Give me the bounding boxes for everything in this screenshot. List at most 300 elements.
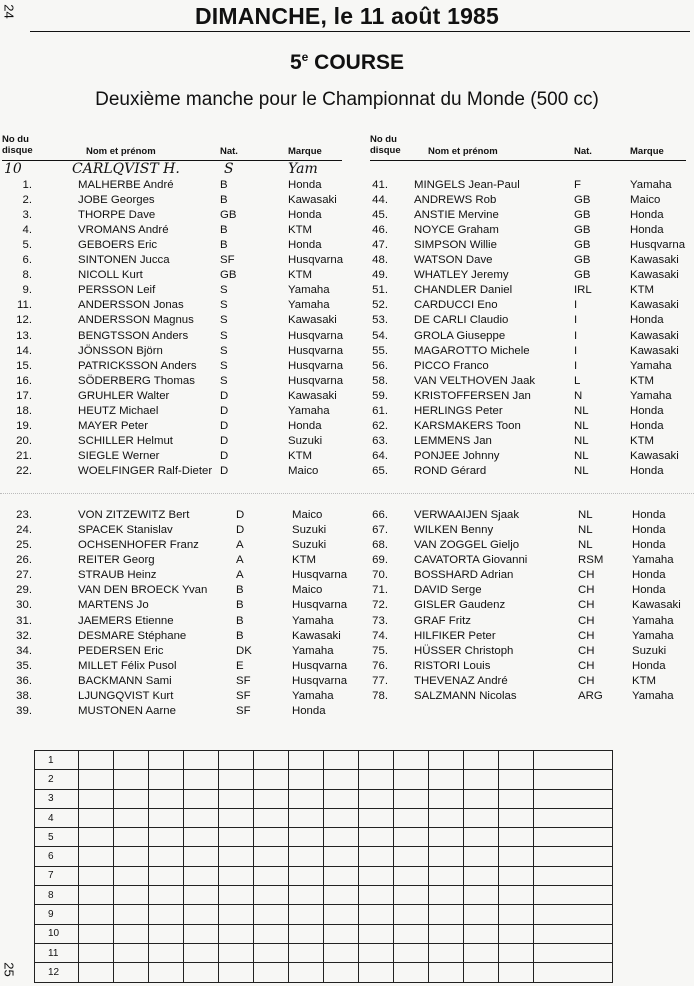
- grid-cell[interactable]: [324, 943, 359, 962]
- grid-cell[interactable]: [359, 808, 394, 827]
- entry-name: HILFIKER Peter: [414, 629, 496, 642]
- grid-cell[interactable]: [464, 751, 499, 770]
- grid-cell[interactable]: [499, 886, 534, 905]
- grid-cell[interactable]: [254, 789, 289, 808]
- entry-brand: Yamaha: [288, 299, 330, 312]
- entry-nat: I: [574, 344, 578, 357]
- entry-name: VAN VELTHOVEN Jaak: [414, 374, 536, 387]
- entry-nat: D: [236, 508, 245, 521]
- entry-nat: S: [220, 284, 228, 297]
- entry-name: ANDERSSON Magnus: [78, 314, 194, 327]
- grid-cell[interactable]: [394, 828, 429, 847]
- grid-cell[interactable]: [79, 963, 114, 982]
- entry-name: WOELFINGER Ralf-Dieter: [78, 465, 213, 478]
- entry-brand: Kawasaki: [292, 629, 341, 642]
- entry-name: SIMPSON Willie: [414, 238, 497, 251]
- entry-brand: KTM: [630, 284, 655, 297]
- grid-cell[interactable]: [184, 963, 219, 982]
- grid-cell[interactable]: [184, 828, 219, 847]
- entry-name: PEDERSEN Eric: [78, 644, 164, 657]
- grid-cell[interactable]: [429, 963, 464, 982]
- grid-cell[interactable]: [359, 963, 394, 982]
- grid-cell[interactable]: [534, 943, 613, 962]
- entry-nat: D: [220, 405, 229, 417]
- entry-num: 47.: [372, 238, 388, 251]
- grid-cell[interactable]: [114, 828, 149, 847]
- entry-name: HERLINGS Peter: [414, 405, 503, 417]
- grid-cell[interactable]: [499, 789, 534, 808]
- grid-cell[interactable]: [114, 751, 149, 770]
- entry-nat: S: [220, 314, 228, 327]
- entry-name: KARSMAKERS Toon: [414, 420, 521, 433]
- grid-row-number: 1: [35, 751, 79, 770]
- entry-num: 56.: [372, 359, 388, 372]
- grid-cell[interactable]: [324, 963, 359, 982]
- entry-name: HEUTZ Michael: [78, 405, 159, 417]
- grid-cell[interactable]: [149, 789, 184, 808]
- grid-cell[interactable]: [324, 751, 359, 770]
- grid-cell[interactable]: [359, 847, 394, 866]
- grid-cell[interactable]: [219, 828, 254, 847]
- entry-num: 34.: [16, 644, 32, 657]
- grid-cell[interactable]: [394, 808, 429, 827]
- grid-cell[interactable]: [254, 924, 289, 943]
- entry-nat: S: [220, 374, 228, 387]
- entry-name: RISTORI Louis: [414, 660, 491, 672]
- grid-cell[interactable]: [149, 924, 184, 943]
- grid-cell[interactable]: [429, 808, 464, 827]
- entry-nat: B: [220, 193, 228, 206]
- grid-cell[interactable]: [184, 808, 219, 827]
- entry-num: 70.: [372, 569, 388, 582]
- grid-cell[interactable]: [289, 866, 324, 885]
- grid-cell[interactable]: [394, 770, 429, 789]
- grid-cell[interactable]: [324, 886, 359, 905]
- grid-cell[interactable]: [79, 789, 114, 808]
- entry-name: DE CARLI Claudio: [414, 314, 509, 327]
- grid-cell[interactable]: [79, 866, 114, 885]
- grid-cell[interactable]: [394, 847, 429, 866]
- grid-cell[interactable]: [219, 943, 254, 962]
- entry-num: 49.: [372, 269, 388, 282]
- grid-cell[interactable]: [254, 866, 289, 885]
- grid-cell[interactable]: [254, 751, 289, 770]
- entry-nat: IRL: [574, 284, 592, 297]
- grid-row-number: 11: [35, 943, 79, 962]
- entry-name: REITER Georg: [78, 553, 155, 566]
- entry-num: 15.: [16, 359, 32, 372]
- col-nat-header-left: Nat.: [220, 146, 238, 157]
- grid-cell[interactable]: [114, 770, 149, 789]
- entry-name: CHANDLER Daniel: [414, 284, 513, 297]
- entry-name: VAN DEN BROECK Yvan: [78, 584, 208, 597]
- grid-cell[interactable]: [464, 963, 499, 982]
- grid-cell[interactable]: [464, 905, 499, 924]
- header-rule: [30, 31, 690, 32]
- grid-cell[interactable]: [534, 751, 613, 770]
- grid-cell[interactable]: [79, 808, 114, 827]
- entry-nat: CH: [578, 660, 595, 672]
- entry-name: PONJEE Johnny: [414, 450, 500, 463]
- entry-nat: GB: [574, 254, 591, 266]
- grid-cell[interactable]: [184, 751, 219, 770]
- grid-cell[interactable]: [289, 808, 324, 827]
- entry-num: 9.: [22, 284, 32, 297]
- grid-row: [35, 808, 613, 827]
- grid-cell[interactable]: [464, 789, 499, 808]
- grid-cell[interactable]: [184, 943, 219, 962]
- entry-name: VERWAAIJEN Sjaak: [414, 508, 520, 521]
- grid-cell[interactable]: [499, 751, 534, 770]
- entry-num: 78.: [372, 690, 388, 703]
- grid-cell[interactable]: [184, 905, 219, 924]
- entry-nat: NL: [574, 420, 589, 433]
- grid-cell[interactable]: [149, 905, 184, 924]
- grid-cell[interactable]: [79, 924, 114, 943]
- grid-cell[interactable]: [464, 847, 499, 866]
- grid-row: [35, 924, 613, 943]
- grid-cell[interactable]: [499, 866, 534, 885]
- grid-cell[interactable]: [499, 828, 534, 847]
- entry-row: [0, 268, 694, 283]
- grid-cell[interactable]: [289, 847, 324, 866]
- grid-cell[interactable]: [429, 924, 464, 943]
- grid-cell[interactable]: [429, 866, 464, 885]
- grid-cell[interactable]: [394, 905, 429, 924]
- grid-cell[interactable]: [254, 943, 289, 962]
- grid-cell[interactable]: [184, 886, 219, 905]
- entry-brand: Kawasaki: [288, 193, 337, 206]
- entry-brand: Yamaha: [630, 178, 672, 191]
- grid-cell[interactable]: [149, 963, 184, 982]
- course-title: [0, 50, 694, 75]
- entry-brand: Yamaha: [630, 389, 672, 402]
- entry-row: [0, 689, 694, 704]
- grid-cell[interactable]: [149, 943, 184, 962]
- grid-cell[interactable]: [324, 770, 359, 789]
- grid-cell[interactable]: [464, 866, 499, 885]
- entry-name: LEMMENS Jan: [414, 435, 492, 448]
- grid-cell[interactable]: [184, 847, 219, 866]
- grid-cell[interactable]: [184, 866, 219, 885]
- grid-cell[interactable]: [184, 789, 219, 808]
- entry-num: 6.: [22, 254, 32, 266]
- grid-cell[interactable]: [289, 770, 324, 789]
- hw-num: 10: [4, 161, 22, 177]
- grid-cell[interactable]: [114, 924, 149, 943]
- grid-cell[interactable]: [114, 905, 149, 924]
- grid-cell[interactable]: [429, 828, 464, 847]
- entry-num: 8.: [22, 269, 32, 282]
- grid-cell[interactable]: [429, 789, 464, 808]
- grid-cell[interactable]: [394, 924, 429, 943]
- entry-brand: Kawasaki: [630, 450, 679, 463]
- grid-cell[interactable]: [499, 924, 534, 943]
- entry-num: 18.: [16, 405, 32, 417]
- entry-nat: B: [220, 238, 228, 251]
- grid-cell[interactable]: [429, 886, 464, 905]
- grid-cell[interactable]: [499, 847, 534, 866]
- entry-num: 75.: [372, 644, 388, 657]
- entry-row: [0, 389, 694, 404]
- grid-cell[interactable]: [464, 770, 499, 789]
- grid-cell[interactable]: [324, 789, 359, 808]
- entry-brand: Suzuki: [288, 435, 323, 448]
- grid-cell[interactable]: [254, 963, 289, 982]
- entry-nat: D: [220, 389, 229, 402]
- grid-cell[interactable]: [394, 789, 429, 808]
- grid-cell[interactable]: [394, 886, 429, 905]
- entry-nat: GB: [574, 269, 591, 282]
- grid-cell[interactable]: [499, 808, 534, 827]
- grid-cell[interactable]: [79, 770, 114, 789]
- grid-row-number: 3: [35, 789, 79, 808]
- grid-cell[interactable]: [359, 905, 394, 924]
- entry-brand: Suzuki: [292, 523, 327, 536]
- grid-cell[interactable]: [534, 789, 613, 808]
- grid-cell[interactable]: [219, 866, 254, 885]
- entry-nat: SF: [220, 254, 235, 266]
- grid-cell[interactable]: [464, 943, 499, 962]
- grid-cell[interactable]: [289, 789, 324, 808]
- entry-row: [0, 464, 694, 479]
- grid-cell[interactable]: [114, 963, 149, 982]
- grid-cell[interactable]: [394, 751, 429, 770]
- grid-cell[interactable]: [534, 924, 613, 943]
- grid-cell[interactable]: [429, 905, 464, 924]
- grid-cell[interactable]: [149, 886, 184, 905]
- grid-cell[interactable]: [79, 943, 114, 962]
- grid-cell[interactable]: [149, 770, 184, 789]
- grid-cell[interactable]: [464, 828, 499, 847]
- entry-nat: CH: [578, 675, 595, 688]
- grid-cell[interactable]: [394, 943, 429, 962]
- grid-cell[interactable]: [534, 770, 613, 789]
- grid-cell[interactable]: [534, 866, 613, 885]
- grid-cell[interactable]: [324, 866, 359, 885]
- entry-num: 16.: [16, 374, 32, 387]
- entry-num: 41.: [372, 178, 388, 191]
- grid-cell[interactable]: [359, 789, 394, 808]
- grid-cell[interactable]: [254, 905, 289, 924]
- grid-cell[interactable]: [219, 770, 254, 789]
- grid-cell[interactable]: [359, 828, 394, 847]
- entry-num: 62.: [372, 420, 388, 433]
- entry-name: PERSSON Leif: [78, 284, 156, 297]
- grid-cell[interactable]: [184, 770, 219, 789]
- grid-cell[interactable]: [394, 963, 429, 982]
- entry-brand: Yamaha: [632, 553, 674, 566]
- entry-nat: CH: [578, 644, 595, 657]
- grid-cell[interactable]: [79, 828, 114, 847]
- grid-cell[interactable]: [464, 808, 499, 827]
- grid-cell[interactable]: [289, 886, 324, 905]
- grid-cell[interactable]: [359, 886, 394, 905]
- grid-cell[interactable]: [324, 905, 359, 924]
- grid-cell[interactable]: [219, 963, 254, 982]
- entry-row: [0, 704, 694, 719]
- entry-brand: Maico: [292, 584, 323, 597]
- entry-num: 3.: [22, 208, 32, 221]
- col-num-header-left: [2, 134, 33, 156]
- entry-num: 76.: [372, 660, 388, 672]
- grid-cell[interactable]: [534, 808, 613, 827]
- grid-cell[interactable]: [219, 924, 254, 943]
- entry-num: 53.: [372, 314, 388, 327]
- grid-cell[interactable]: [324, 924, 359, 943]
- entry-row: [0, 404, 694, 419]
- grid-cell[interactable]: [429, 751, 464, 770]
- entry-nat: NL: [574, 465, 589, 478]
- entry-nat: B: [236, 599, 244, 612]
- entry-name: NOYCE Graham: [414, 223, 499, 236]
- grid-cell[interactable]: [499, 943, 534, 962]
- grid-cell[interactable]: [429, 770, 464, 789]
- entry-brand: Husqvarna: [288, 374, 344, 387]
- grid-cell[interactable]: [464, 924, 499, 943]
- entry-nat: E: [236, 660, 244, 672]
- grid-cell[interactable]: [79, 847, 114, 866]
- entry-name: THORPE Dave: [78, 208, 156, 221]
- grid-cell[interactable]: [359, 924, 394, 943]
- grid-cell[interactable]: [254, 808, 289, 827]
- grid-cell[interactable]: [534, 847, 613, 866]
- entry-nat: GB: [574, 238, 591, 251]
- entry-row: [0, 508, 694, 523]
- grid-cell[interactable]: [149, 847, 184, 866]
- entry-brand: Honda: [632, 508, 666, 521]
- grid-cell[interactable]: [464, 886, 499, 905]
- grid-cell[interactable]: [219, 808, 254, 827]
- grid-cell[interactable]: [289, 751, 324, 770]
- grid-cell[interactable]: [499, 963, 534, 982]
- entry-num: 27.: [16, 569, 32, 582]
- grid-cell[interactable]: [79, 905, 114, 924]
- entry-row: [0, 434, 694, 449]
- page-number-bottom: 25: [1, 962, 17, 977]
- grid-cell[interactable]: [114, 847, 149, 866]
- grid-cell[interactable]: [254, 847, 289, 866]
- grid-cell[interactable]: [289, 963, 324, 982]
- entry-nat: CH: [578, 569, 595, 582]
- grid-cell[interactable]: [219, 886, 254, 905]
- grid-row: [35, 770, 613, 789]
- grid-cell[interactable]: [114, 789, 149, 808]
- entry-brand: Husqvarna: [292, 675, 348, 688]
- entry-name: SINTONEN Jucca: [78, 254, 170, 266]
- grid-cell[interactable]: [394, 866, 429, 885]
- entry-row: [0, 659, 694, 674]
- grid-cell[interactable]: [114, 808, 149, 827]
- grid-cell[interactable]: [289, 905, 324, 924]
- grid-cell[interactable]: [79, 886, 114, 905]
- grid-cell[interactable]: [534, 828, 613, 847]
- header-rule-right: [370, 160, 686, 161]
- col-num-line2: disque: [370, 145, 401, 156]
- grid-cell[interactable]: [289, 828, 324, 847]
- grid-row: [35, 886, 613, 905]
- grid-cell[interactable]: [149, 828, 184, 847]
- entry-brand: Husqvarna: [292, 599, 348, 612]
- entry-brand: Yamaha: [292, 644, 334, 657]
- entry-brand: Yamaha: [632, 629, 674, 642]
- entry-name: PATRICKSSON Anders: [78, 359, 197, 372]
- grid-cell[interactable]: [359, 943, 394, 962]
- entry-name: MUSTONEN Aarne: [78, 705, 176, 718]
- entry-name: KRISTOFFERSEN Jan: [414, 389, 531, 402]
- entry-num: 44.: [372, 193, 388, 206]
- entry-brand: Honda: [288, 420, 322, 433]
- entry-name: DESMARE Stéphane: [78, 629, 187, 642]
- grid-cell[interactable]: [254, 886, 289, 905]
- grid-cell[interactable]: [324, 828, 359, 847]
- entry-num: 32.: [16, 629, 32, 642]
- grid-cell[interactable]: [534, 905, 613, 924]
- entry-row: [0, 674, 694, 689]
- grid-cell[interactable]: [114, 866, 149, 885]
- entry-nat: D: [220, 465, 229, 478]
- grid-cell[interactable]: [359, 751, 394, 770]
- grid-cell[interactable]: [114, 943, 149, 962]
- grid-cell[interactable]: [219, 789, 254, 808]
- entry-brand: Suzuki: [632, 644, 667, 657]
- entry-row: [0, 344, 694, 359]
- entry-row: [0, 313, 694, 328]
- grid-cell[interactable]: [219, 905, 254, 924]
- grid-cell[interactable]: [149, 808, 184, 827]
- grid-cell[interactable]: [359, 770, 394, 789]
- grid-cell[interactable]: [184, 924, 219, 943]
- grid-cell[interactable]: [359, 866, 394, 885]
- grid-cell[interactable]: [149, 866, 184, 885]
- entry-row: [0, 644, 694, 659]
- entry-nat: SF: [236, 690, 251, 703]
- grid-cell[interactable]: [114, 886, 149, 905]
- grid-cell[interactable]: [534, 886, 613, 905]
- grid-cell[interactable]: [429, 847, 464, 866]
- grid-cell[interactable]: [289, 943, 324, 962]
- grid-cell[interactable]: [324, 847, 359, 866]
- page-number-top: 24: [1, 4, 17, 19]
- grid-cell[interactable]: [289, 924, 324, 943]
- grid-cell[interactable]: [219, 751, 254, 770]
- entry-nat: F: [574, 178, 581, 191]
- grid-row-number: 2: [35, 770, 79, 789]
- grid-cell[interactable]: [219, 847, 254, 866]
- grid-cell[interactable]: [254, 770, 289, 789]
- grid-cell[interactable]: [534, 963, 613, 982]
- grid-cell[interactable]: [149, 751, 184, 770]
- grid-cell[interactable]: [429, 943, 464, 962]
- entry-name: THEVENAZ André: [414, 675, 508, 688]
- entry-row: [0, 298, 694, 313]
- date-header: DIMANCHE, le 11 août 1985: [194, 3, 500, 29]
- entry-nat: DK: [236, 644, 252, 657]
- col-brand-header-left: Marque: [288, 146, 322, 157]
- grid-cell[interactable]: [324, 808, 359, 827]
- entry-num: 51.: [372, 284, 388, 297]
- grid-cell[interactable]: [254, 828, 289, 847]
- grid-cell[interactable]: [499, 770, 534, 789]
- grid-cell[interactable]: [79, 751, 114, 770]
- entry-brand: KTM: [632, 675, 657, 688]
- entry-nat: CH: [578, 584, 595, 597]
- entry-brand: Yamaha: [630, 359, 672, 372]
- entry-nat: NL: [578, 538, 593, 551]
- entry-name: WHATLEY Jeremy: [414, 269, 509, 282]
- grid-cell[interactable]: [499, 905, 534, 924]
- grid-row-number: 9: [35, 905, 79, 924]
